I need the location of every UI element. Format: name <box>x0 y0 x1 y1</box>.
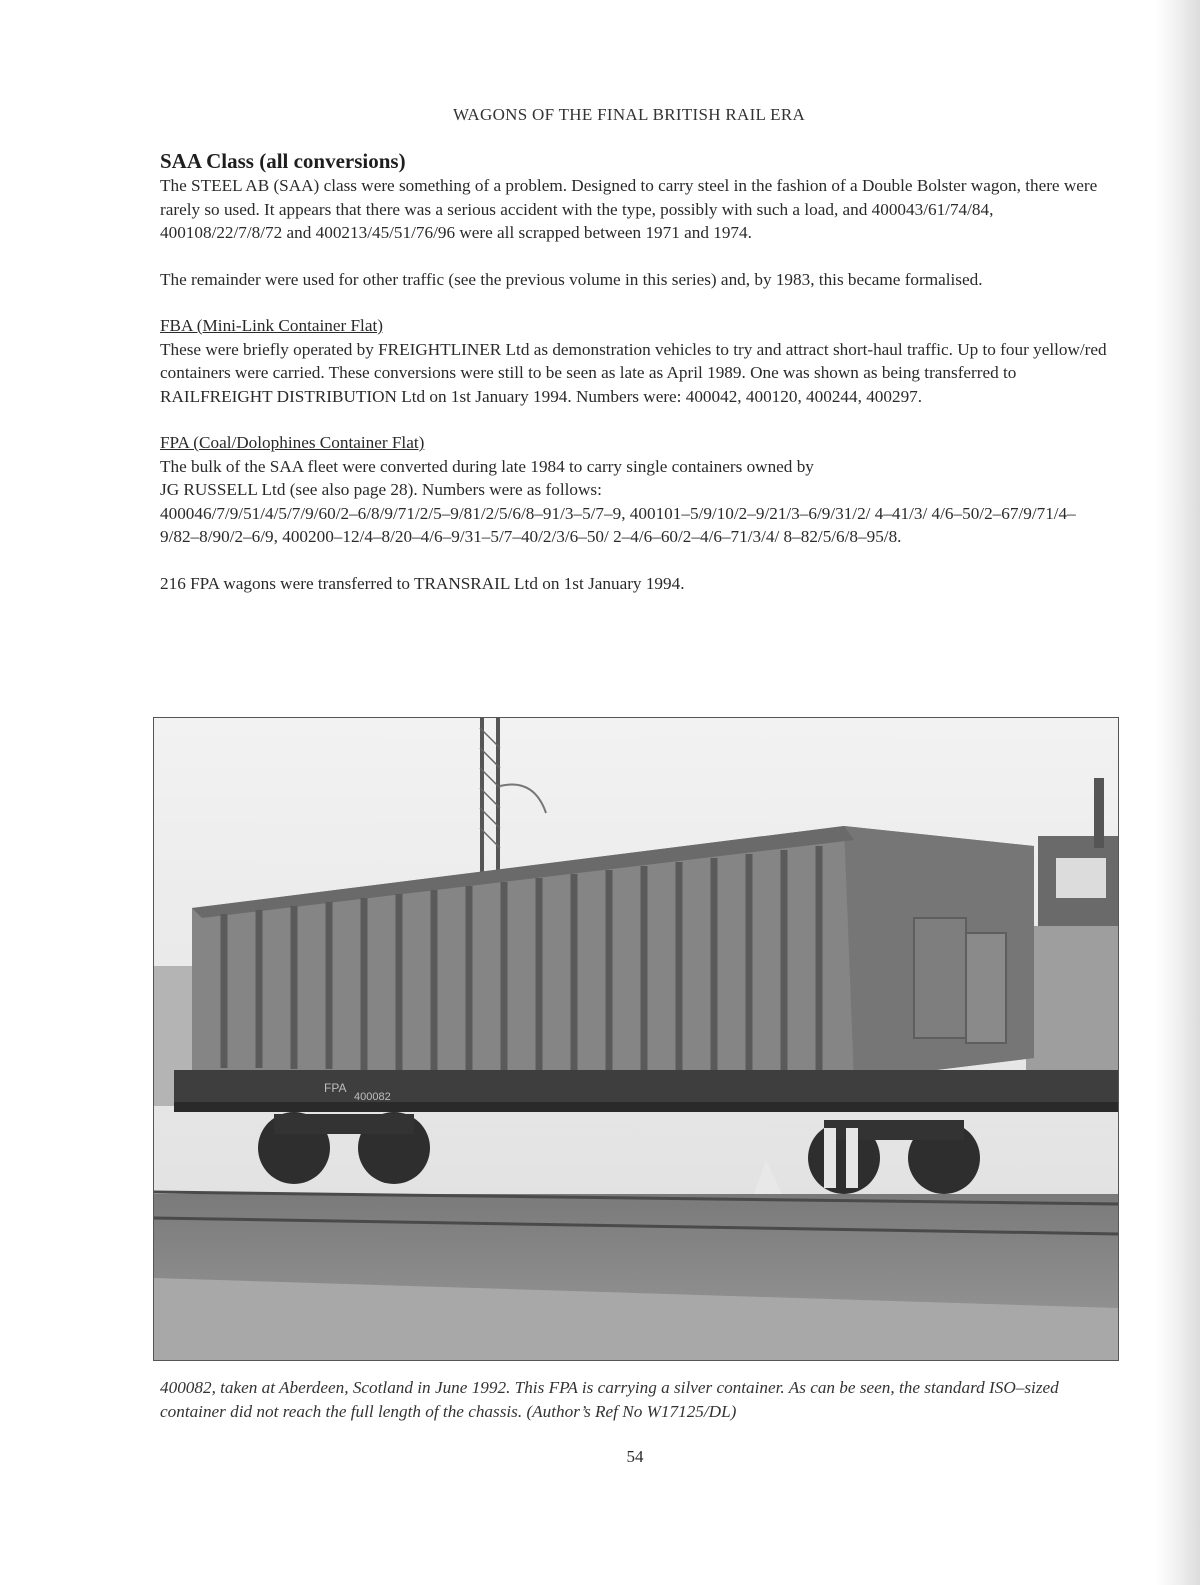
running-head: WAGONS OF THE FINAL BRITISH RAIL ERA <box>452 105 806 124</box>
wagon-number-marking: 400082 <box>354 1091 391 1103</box>
wagon-code-marking: FPA <box>324 1081 347 1095</box>
wagon-photo-illustration <box>154 718 1118 1360</box>
text-body <box>160 148 1110 595</box>
intro-paragraph-1: The STEEL AB (SAA) class were something of a problem. Designed to carry steel in the fashion of a Double Bolster wagon, there were rarely so used. It appears that there was a serious accident with the type, possibly with such a load, and 400043/61/74/84, 400108/22/7/8/72 and 400213/45/51/76/96 were all scrapped between 1971 and 1974. <box>160 176 1098 242</box>
fpa-number-list: 400046/7/9/51/4/5/7/9/60/2–6/8/9/71/2/5–9/81/2/5/6/8–91/3–5/7–9, 400101–5/9/10/2–9/21/3–6/9/31/2/ 4–41/3/ 4/6–50/2–67/9/71/4–9/82–8/90/2–6/9, 400200–12/4–8/20–4/6–9/31–5/7–40/2/3/6–50/ 2–4/6–60/2–4/6–71/3/4/ 8–82/5/6/8–95/8. <box>160 503 1076 546</box>
page-number: 54 <box>626 1447 644 1466</box>
fba-paragraph: These were briefly operated by FREIGHTLINER Ltd as demonstration vehicles to try and attract short-haul traffic. Up to four yellow/red containers were carried. These conversions were still to be seen as late as April 1989. One was shown as being transferred to RAILFREIGHT DISTRIBUTION Ltd on 1st January 1994. Numbers were: 400042, 400120, 400244, 400297. <box>160 339 1107 406</box>
intro-paragraph-2: The remainder were used for other traffic (see the previous volume in this series) and, by 1983, this became formalised. <box>160 269 983 289</box>
fpa-transfer-note: 216 FPA wagons were transferred to TRANSRAIL Ltd on 1st January 1994. <box>160 573 685 593</box>
wagon-chassis <box>174 1070 1118 1112</box>
fba-heading: FBA (Mini-Link Container Flat) <box>160 316 383 335</box>
section-title: SAA Class (all conversions) <box>160 149 406 173</box>
page-edge-shadow <box>1156 0 1200 1585</box>
fpa-heading: FPA (Coal/Dolophines Container Flat) <box>160 433 425 452</box>
photo-caption: 400082, taken at Aberdeen, Scotland in June 1992. This FPA is carrying a silver container. As can be seen, the standard ISO–sized container did not reach the full length of the chassis. (Author’s Ref No W17125/DL) <box>160 1378 1059 1421</box>
wagon-photograph <box>153 717 1119 1361</box>
fpa-paragraph-line-1: The bulk of the SAA fleet were converted during late 1984 to carry single containers owned by <box>160 456 814 476</box>
fpa-paragraph-line-2: JG RUSSELL Ltd (see also page 28). Numbers were as follows: <box>160 480 602 499</box>
